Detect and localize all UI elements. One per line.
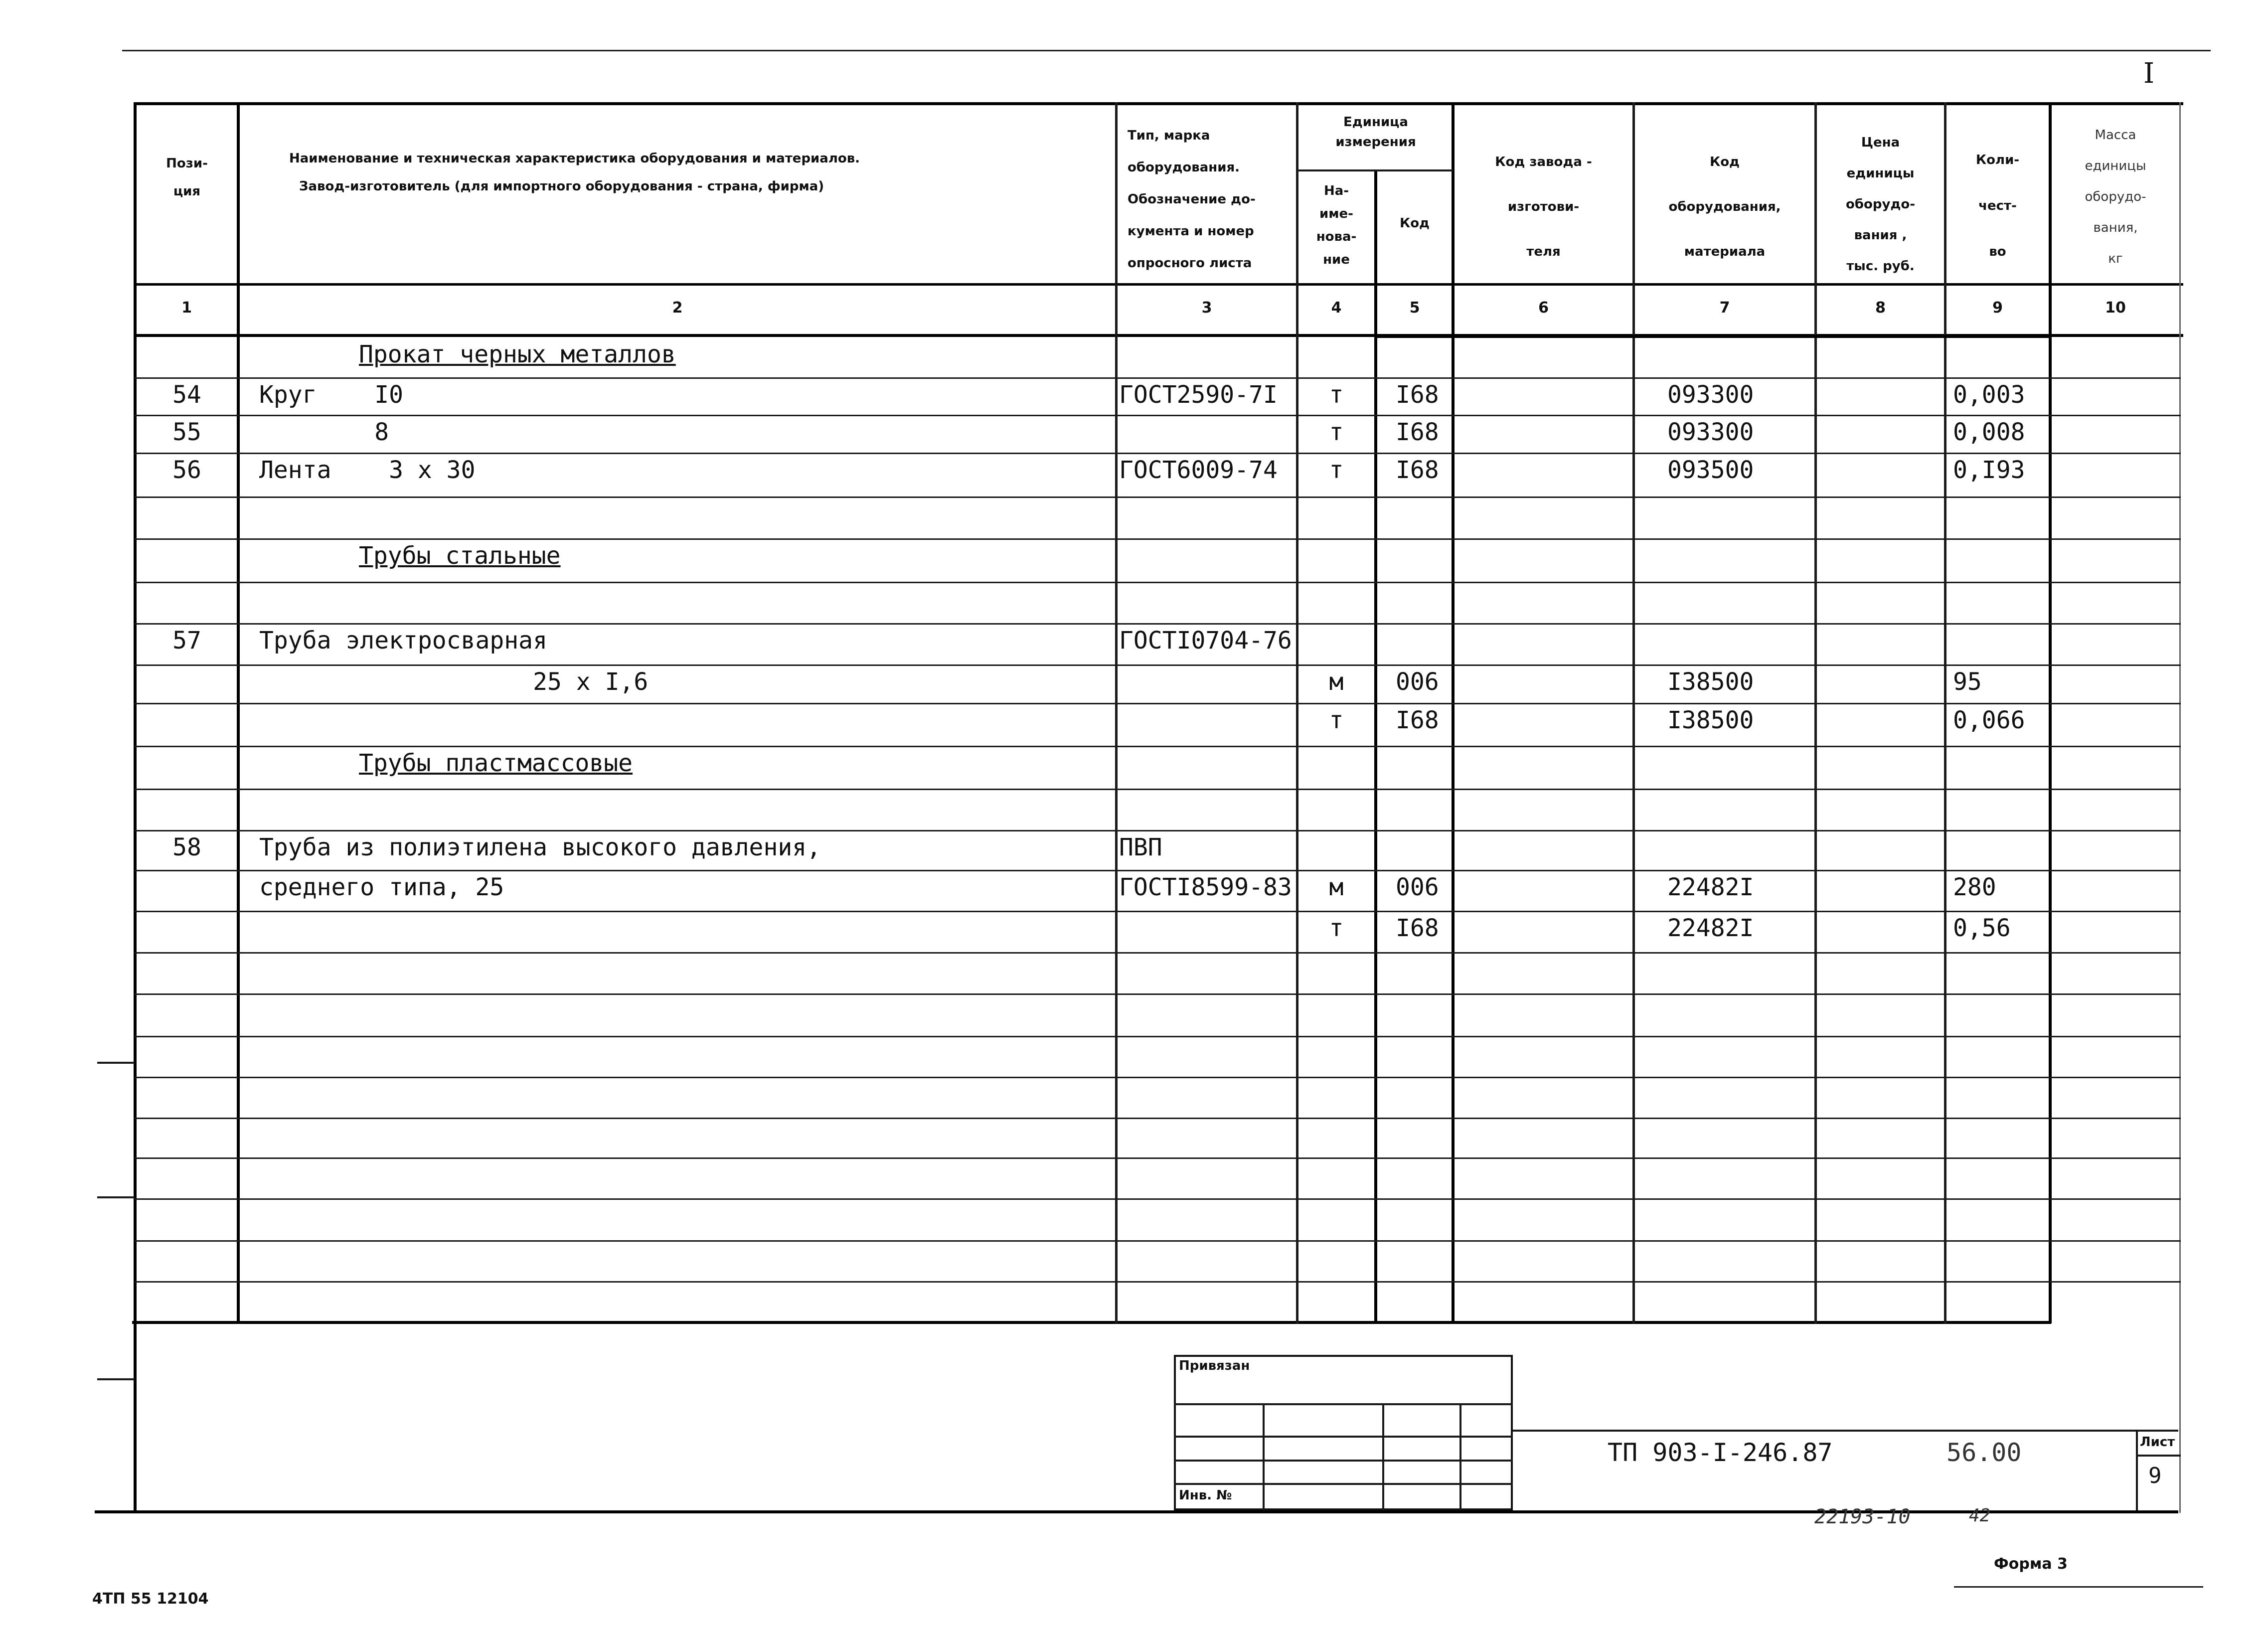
table-right-border [2179,102,2181,1513]
row-unit: т [1329,381,1344,409]
row-doc: ГОСТ6009-74 [1119,456,1278,484]
archive-suffix: 42 [1969,1505,1991,1526]
sheet-box-divider [2136,1455,2181,1457]
table-bottom-border [132,1321,2051,1324]
row-code: I68 [1396,456,1439,484]
row-pos: 58 [172,833,201,861]
colnum-8: 8 [1875,299,1886,317]
document-code: ТП 903-I-246.87 [1608,1438,1833,1467]
inventory-label: Инв. № [1179,1488,1232,1503]
header-unit-code: Код [1399,216,1430,231]
binding-row-1 [1174,1403,1513,1405]
row-line [135,496,2181,498]
row-unit: т [1329,706,1344,734]
row-name: Прокат черных металлов [359,340,676,368]
colnum-1: 1 [181,299,192,317]
row-pos: 56 [172,456,201,484]
row-code: I68 [1396,418,1439,446]
row-mat: 093300 [1667,418,1754,446]
row-doc: ГОСТI0704-76 [1119,627,1292,655]
binding-row-3 [1174,1460,1513,1462]
row-code: 006 [1396,873,1439,901]
row-line [135,415,2181,416]
row-unit: т [1329,914,1344,942]
colnum-3: 3 [1201,299,1212,317]
row-line [135,952,2181,954]
row-unit: т [1329,456,1344,484]
binding-label: Привязан [1179,1358,1250,1373]
row-line [135,1036,2181,1037]
row-mat: 093500 [1667,456,1754,484]
col6-separator [1632,102,1635,1323]
row-code: 006 [1396,668,1439,696]
row-code: I68 [1396,706,1439,734]
row-qty: 95 [1953,668,1982,696]
row-unit: т [1329,418,1344,446]
row-line [135,1118,2181,1119]
form-label: Форма 3 [1994,1555,2068,1573]
row-name: Труба из полиэтилена высокого давления, [259,833,821,861]
row-mat: 22482I [1667,873,1754,901]
binding-col-1 [1263,1403,1265,1510]
row-qty: 0,I93 [1953,456,2025,484]
row-qty: 0,066 [1953,706,2025,734]
row-line [135,703,2181,704]
row-unit: м [1329,873,1344,901]
row-line [135,623,2181,625]
col2-separator [1115,102,1118,1323]
footer-line [1954,1586,2203,1588]
colnum-2: 2 [672,299,683,317]
row-doc: ПВП [1119,833,1162,861]
colnum-5: 5 [1409,299,1420,317]
colnum-4: 4 [1331,299,1342,317]
binding-box [1174,1355,1513,1510]
sheet-number: 9 [2148,1463,2162,1488]
row-line [135,664,2181,666]
col8-separator [1944,102,1946,1323]
binding-col-3 [1459,1403,1461,1510]
row-mat: 22482I [1667,914,1754,942]
sheet-label: Лист [2140,1435,2175,1450]
row-line [135,830,2181,831]
row-line [135,1157,2181,1159]
row-name: Трубы пластмассовые [359,749,633,777]
header-factory-code: Код завода - изготови- теля [1495,155,1592,259]
row-name: 25 х I,6 [259,668,648,696]
row-qty: 280 [1953,873,1996,901]
row-line [135,911,2181,912]
row-line [135,870,2181,871]
header-material-code: Код оборудования, материала [1668,155,1781,259]
title-main-line [1513,1430,2178,1432]
col1-separator [237,102,240,1323]
row-name: Лента 3 х 30 [259,456,476,484]
binding-row-2 [1174,1436,1513,1438]
row-doc: ГОСТ2590-7I [1119,381,1278,409]
row-line [135,789,2181,790]
colnum-10: 10 [2105,299,2126,317]
header-bottom-border [135,283,2183,286]
row-unit: м [1329,668,1344,696]
row-pos: 55 [172,418,201,446]
row-code: I68 [1396,914,1439,942]
section-code: 56.00 [1946,1438,2022,1467]
header-unit-name: На- име- нова- ние [1316,183,1357,267]
margin-tick-2 [97,1196,135,1198]
col9-separator [2049,102,2052,1323]
row-line [135,377,2181,379]
row-doc: ГОСТI8599-83 [1119,873,1292,901]
left-form-code: 4ТП 55 12104 [92,1590,209,1608]
unit-group-divider [1296,169,1453,171]
col7-separator [1814,102,1817,1323]
row-name: среднего типа, 25 [259,873,504,901]
archive-number: 22193-10 [1814,1505,1911,1528]
row-qty: 0,008 [1953,418,2025,446]
header-type-mark: Тип, марка оборудования. Обозначение до- кумента и номер опросного листа [1128,128,1256,271]
header-mass: Масса единицы оборудо- вания, кг [2085,128,2146,266]
row-name: Круг I0 [259,381,403,409]
row-line [135,453,2181,454]
header-quantity: Коли- чест- во [1975,153,2020,259]
row-line [135,1281,2181,1283]
header-unit-group: Единица измерения [1335,115,1416,150]
row-mat: I38500 [1667,668,1754,696]
row-line [135,1240,2181,1242]
col5-separator [1452,102,1455,1323]
colnum-6: 6 [1538,299,1549,317]
colnum-7: 7 [1719,299,1730,317]
code-box-top [1374,335,2049,338]
row-line [135,1077,2181,1078]
header-price: Цена единицы оборудо- вания , тыс. руб. [1845,135,1916,274]
row-name: Трубы стальные [359,542,561,570]
row-name: 8 [259,418,389,446]
colnum-9: 9 [1992,299,2003,317]
margin-tick-3 [97,1378,135,1380]
row-mat: I38500 [1667,706,1754,734]
row-line [135,1198,2181,1200]
header-name: Наименование и техническая характеристика оборудования и материалов. Завод-изготовитель (для импортного оборудования - страна, фирма) [289,151,860,194]
row-line [135,538,2181,540]
binding-col-2 [1382,1403,1384,1510]
row-mat: 093300 [1667,381,1754,409]
row-line [135,746,2181,747]
table-top-border [135,102,2183,105]
row-qty: 0,56 [1953,914,2011,942]
margin-tick-1 [97,1062,135,1064]
row-line [135,993,2181,995]
row-code: I68 [1396,381,1439,409]
binding-row-4 [1174,1483,1513,1485]
row-pos: 54 [172,381,201,409]
top-border-line [122,50,2211,51]
row-line [135,582,2181,583]
row-pos: 57 [172,627,201,655]
corner-mark: I [2143,57,2155,90]
row-name: Труба электросварная [259,627,547,655]
header-position: Пози- ция [166,156,208,199]
row-qty: 0,003 [1953,381,2025,409]
